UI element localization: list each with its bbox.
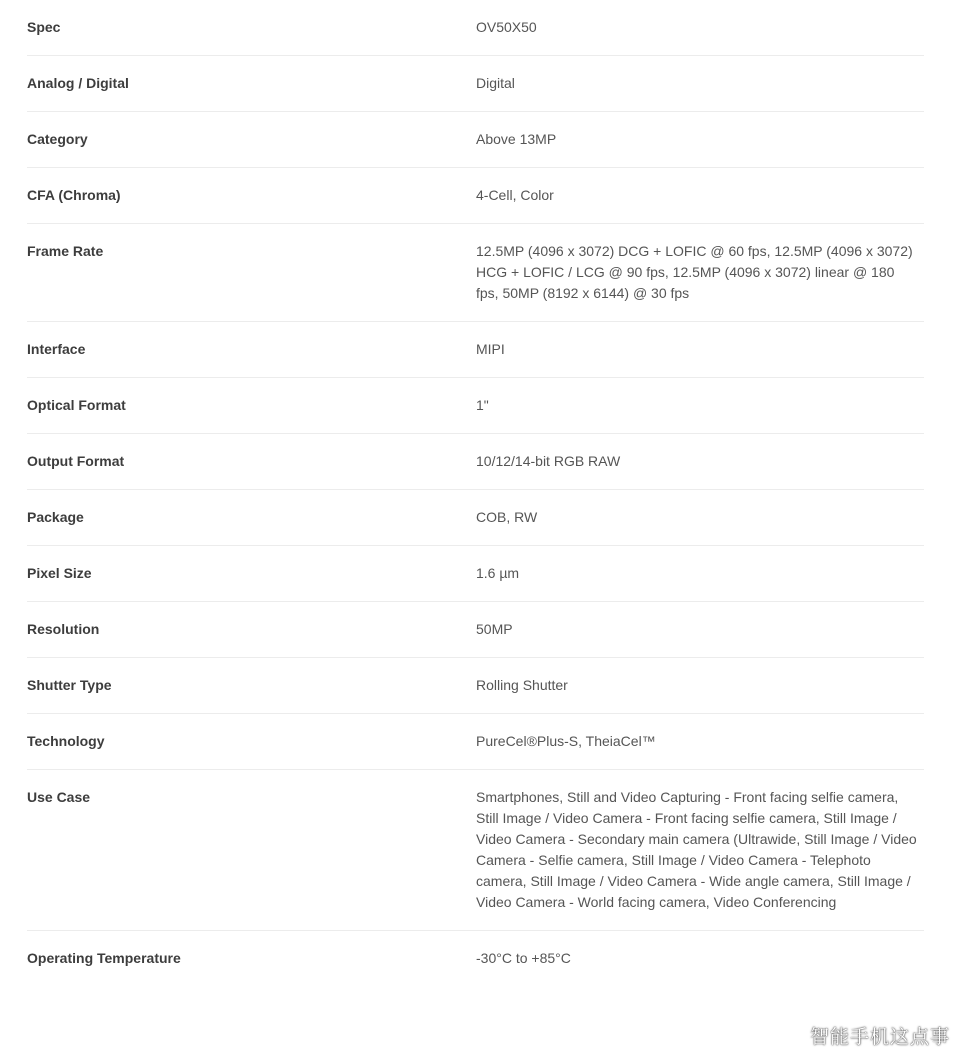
spec-value: Rolling Shutter bbox=[476, 677, 568, 693]
spec-label: Spec bbox=[27, 19, 61, 35]
spec-value: Smartphones, Still and Video Capturing - Front facing selfie camera, Still Image / Video Camera - Front facing selfie camera, Still Image / Video Camera - Secondary main camera (Ultrawide, Still Image / Video Camera - Selfie camera, Still Image / Video Camera - Telephoto camera, Still Image / Video Camera - Wide angle camera, Still Image / Video Camera - World facing camera, Video Conferencing bbox=[476, 789, 917, 910]
spec-value: 12.5MP (4096 x 3072) DCG + LOFIC @ 60 fps, 12.5MP (4096 x 3072) HCG + LOFIC / LCG @ 90 fps, 12.5MP (4096 x 3072) linear @ 180 fps, 50MP (8192 x 6144) @ 30 fps bbox=[476, 243, 913, 301]
spec-label: Package bbox=[27, 509, 84, 525]
spec-label: Category bbox=[27, 131, 88, 147]
spec-row-cfa bbox=[27, 168, 924, 224]
spec-label: Technology bbox=[27, 733, 105, 749]
spec-label: Operating Temperature bbox=[27, 950, 181, 966]
spec-value: 50MP bbox=[476, 621, 513, 637]
spec-row-resolution bbox=[27, 602, 924, 658]
spec-row-analog-digital bbox=[27, 56, 924, 112]
spec-value: MIPI bbox=[476, 341, 505, 357]
spec-label: Frame Rate bbox=[27, 243, 104, 259]
watermark: 智能手机这点事 bbox=[809, 1026, 950, 1048]
spec-row-interface bbox=[27, 322, 924, 378]
spec-label: CFA (Chroma) bbox=[27, 187, 121, 203]
spec-label: Output Format bbox=[27, 453, 125, 469]
spec-label: Analog / Digital bbox=[27, 75, 129, 91]
spec-value: -30°C to +85°C bbox=[476, 950, 571, 966]
spec-row-spec bbox=[27, 0, 924, 56]
spec-label: Optical Format bbox=[27, 397, 126, 413]
spec-row-shutter-type bbox=[27, 658, 924, 714]
spec-value: Above 13MP bbox=[476, 131, 557, 147]
spec-value: COB, RW bbox=[476, 509, 538, 525]
spec-row-frame-rate bbox=[27, 224, 924, 322]
spec-value: Digital bbox=[476, 75, 515, 91]
spec-value: 10/12/14-bit RGB RAW bbox=[476, 453, 621, 469]
spec-label: Resolution bbox=[27, 621, 100, 637]
spec-row-category bbox=[27, 112, 924, 168]
spec-label: Pixel Size bbox=[27, 565, 92, 581]
spec-value: 1" bbox=[476, 397, 489, 413]
spec-row-use-case bbox=[27, 770, 924, 931]
spec-row-output-format bbox=[27, 434, 924, 490]
spec-row-technology bbox=[27, 714, 924, 770]
spec-value: PureCel®Plus‑S, TheiaCel™ bbox=[476, 733, 656, 749]
spec-value: OV50X50 bbox=[476, 19, 537, 35]
spec-value: 1.6 µm bbox=[476, 565, 520, 581]
spec-label: Shutter Type bbox=[27, 677, 112, 693]
spec-table bbox=[27, 0, 924, 986]
spec-row-operating-temperature bbox=[27, 931, 924, 986]
spec-row-package bbox=[27, 490, 924, 546]
spec-value: 4-Cell, Color bbox=[476, 187, 554, 203]
spec-label: Interface bbox=[27, 341, 86, 357]
spec-row-pixel-size bbox=[27, 546, 924, 602]
spec-row-optical-format bbox=[27, 378, 924, 434]
spec-label: Use Case bbox=[27, 789, 91, 805]
